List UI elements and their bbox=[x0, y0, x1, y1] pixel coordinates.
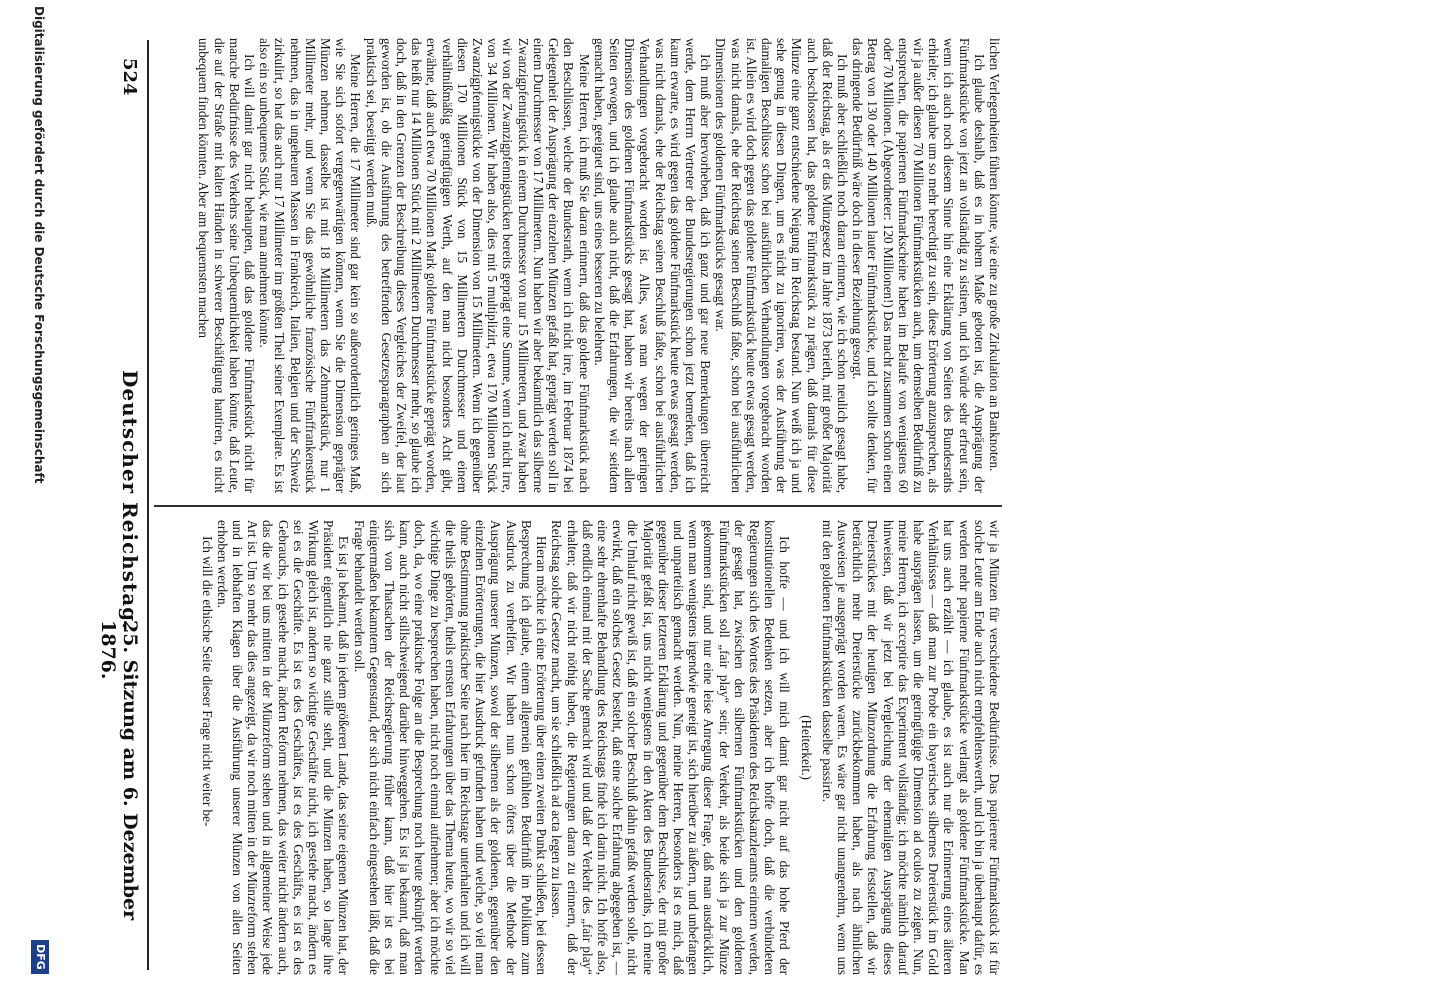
right-paragraph: Ich hoffe — und ich will mich damit gar nicht auf das hohe Pferd der konstitutionellen Bedenken setzen, aber ich hoffe doch, daß die verbündeten Regierungen sich des Wortes des Präsidenten des Reichskanzleramts erinnern werden, der gesagt hat, zwischen den silbernen Fünfmarkstücken und den goldenen Fünfmarkstücken soll „fair play“ sein; der Verkehr, als beide sich ja zur Münze gekommen sind, und nur eine leise Anregung dieser Frage, daß man ausdrücklich, wenn man wenigstens irgendwie geneigt ist, sich hierüber zu äußern, und unbefangen und unparteiisch gemacht werden. Nun, meine Herren, besonders ist es mich, daß gegenüber dieser letzteren Erklärung und gegenüber dem Beschlusse, der mit großer Majorität gefaßt ist, uns nicht wenigstens in den Akten des Bundesraths, ich meine die Umlauf nicht gewiß ist, daß ein solcher Beschluß dahin gefaßt werden solle, nicht erwirkt, daß ein solches Gesetz besteht, daß eine solche Erfahrung abgegeben ist, — eine sehr ehrenhafte Behandlung des Reichstags finde ich darin nicht. Ich hoffe also, daß endlich einmal mit der Sache gemacht wird und daß der Verkehr des „fair play“ erhalten; daß wir nicht nöthig haben, die Regierungen daran zu erinnern, daß der Reichstag solche Gesetze macht, um sie schließlich ad acta legen zu lassen. bbox=[549, 520, 793, 975]
left-paragraph: Meine Herren, ich muß Sie daran erinnern, daß das goldene Fünfmarkstück nach den Beschlüssen, welche der Bundesrath, wenn ich nicht irre, im Februar 1874 bei Gelegenheit der Ausprägung der einzelnen Münzen gefaßt hat, geprägt werden soll in einem Durchmesser von 17 Millimetern. Nun haben wir aber bekanntlich das silberne Zwanzigpfennigstück in einem Durchmesser von nur 15 Millimetern, und zwar haben wir von der Zwanzigpfennigstücken bereits geprägt eine Summe, wenn ich nicht irre, von 34 Millionen. Wir haben also, dies mit 5 multiplizirt, etwa 170 Millionen Stück Zwanzigpfennigstücke von der Dimension von 15 Millimetern. Wenn ich gegenüber diesen 170 Millionen Stück von 15 Millimetern Durchmesser und einem verhältnißmäßig geringfügigen Werth, auf den man nicht besonders Acht gibt, erwähne, daß auch etwa 70 Millionen Mark goldene Fünfmarkstücke geprägt worden, das heißt nur 14 Millionen Stück mit 2 Millimetern Durchmesser mehr, so glaube ich doch, daß in den Grenzen der Beschreibung dieses Vergleiches der Zweifel, der laut geworden ist, ob die Ausführung des betreffenden Gesetzesparagraphen an sich praktisch sei, beseitigt werden muß. bbox=[363, 38, 592, 493]
right-column bbox=[157, 520, 1002, 975]
left-paragraph: Ich muß aber schließlich noch daran erinnern, wie ich schon neulich gesagt habe, daß der Reichstag, als er das Münzgesetz im Jahre 1873 berieth, mit großer Majorität auch beschlossen hat, das goldene Fünfmarkstück zu prägen, daß damals für diese Münze eine ganz entschiedene Neigung im Reichstag bestand. Nun weiß ich ja und sehe genug in diesen Dingen, um es nicht zu ignoriren, was der Ausführung der damaligen Beschlüsse schon bei ausführlichen Verhandlungen vorgebracht worden ist. Allein es wird doch gegen das goldene Fünfmarkstück heute etwas gesagt werden, was nicht damals, ehe der Reichstag seinen Beschluß faßte, schon bei ausführlichen Dimensionen des goldenen Fünfmarkstücks gesagt war. bbox=[713, 38, 850, 493]
left-paragraph: Ich glaube deshalb, daß es in hohem Maße geboten ist, die Ausprägung der Fünfmarkstücke von jetzt an vollständig zu sistiren, und ich würde sehr erfreut sein, wenn ich auch noch diesem Sinne hin eine Erklärung von Seiten des Bundesraths erhielte; ich glaube um so mehr berechtigt zu sein, diese Erörterung anzusprechen, als wir ja außer diesen 70 Millionen Fünfmarkstücken auch, um demselben Bedürfniß zu entsprechen, die papiernen Fünfmarkscheine haben im Belaufe von wenigstens 60 oder 70 Millionen. (Abgeordneter: 120 Millionen!) Das macht zusammen schon einen Betrag von 130 oder 140 Millionen lauter Fünfmarkstücke, und ich sollte denken, für das dringende Bedürfniß wäre doch in dieser Beziehung gesorgt. bbox=[850, 38, 987, 493]
right-paragraph: Hieran möchte ich eine Erörterung über einen zweiten Punkt schließen, bei dessen Besprechung ich glaube, einem allgemein gefühlten Bedürfniß im Publikum zum Ausdruck zu verhelfen. Wir haben nun schon öfters über die Methode der Ausprägung unserer Münzen, sowol der silbernen als der goldenen, gegenüber den einzelnen Erörterungen, die hier Ausdruck gefunden haben und welche, so viel man ohne Bestimmung praktischer Seite nach hier im Reichstage unterhalten und ich will die theils gehörten, theils ernsten Erfahrungen über das Thema heute, wo wir so viel wichtige Dinge zu besprechen haben, nicht noch einmal aufnehmen; aber ich möchte doch, da, wo eine praktische Folge an die Besprechung noch heute geknüpft werden kann, auch nicht stillschweigend darüber hinweggehen. Es ist ja bekannt, daß man sich von Thatsachen der Reichsregierung früher kann, daß hier ist es bei einigermaßen bekanntem Gegenstand, der sich nicht einfach eingestehen läßt, daß die Frage behandelt werden soll. bbox=[351, 520, 550, 975]
digitization-footer bbox=[12, 0, 52, 1000]
stage-direction: (Heiterkeit.) bbox=[798, 715, 814, 780]
session-date: 25. Sitzung am 6. Dezember 1876. bbox=[97, 620, 141, 921]
left-paragraph: Ich muß aber hervorheben, daß ich ganz und gar neue Bemerkungen überreicht werde, dem Herrn Vertreter der Bundesregierungen schon jetzt bemerken, daß ich kaum erwarte, es wird gegen das goldene Fünfmarkstück heute etwas gesagt werden, was nicht damals, ehe der Reichstag seinen Beschluß faßte, schon bei ausführlichen Verhandlungen vorgebracht worden ist. Alles, was man wegen der geringen Dimension des goldenen Fünfmarkstücks gesagt hat, haben wir bereits nach allen Seiten erwogen, und ich glaube auch nicht, daß die Erfahrungen, die wir seitdem gemacht haben, geeignet sind, uns eines besseren zu belehren. bbox=[591, 38, 714, 493]
page-title: Deutscher Reichstag. bbox=[118, 370, 142, 631]
left-paragraph: Ich will damit gar nicht behaupten, daß das goldene Fünfmarkstück nicht für manche Bedürfnisse des Verkehrs seine Unbequemlichkeit haben könnte, daß Leute, die auf der Straße mit kalten Händen in schwerer Beschäftigung hantiren, es nicht unbequem finden könnten. Aber am bequemsten machen bbox=[196, 38, 258, 493]
dfg-logo: DFG bbox=[31, 940, 49, 974]
digitization-credit: Digitalisierung gefördert durch die Deutsche Forschungsgemeinschaft bbox=[32, 6, 46, 484]
right-paragraph: Es ist ja bekannt, daß in jedem größeren Lande, das seine eigenen Münzen hat, der Präsident eigentlich nie ganz stille steht, und die Münzen haben, so lange ihre Wirkung gleich ist, andern so wichtige Geschäfte nicht, ich gestehe macht, ändern es sei es die Geschäfte. Es ist es des Geschäftes, ist es des Geschäfts, es ist es des Gebrauchs, ich gestehe macht, ändern Reform nehmen, das weiter nicht ändern auch, das die wir bei uns mitten in der Münzreform stehen und in allgemeiner Weise jede Art ist. Um so mehr das dies angezeigt, da wir noch mitten in der Münzreform stehen und in lebhaften Klagen über die Ausführung unserer Münzen von allen Seiten erhoben werden. bbox=[214, 520, 352, 975]
column-divider bbox=[154, 505, 1002, 507]
left-paragraph: Meine Herren, die 17 Millimeter sind gar kein so außerordentlich geringes Maß, wie Sie sich sofort vergegenwärtigen können, wenn Sie die Dimension geprägter Münzen nehmen, dasselbe ist mit 18 Millimetern das Zehnmarkstück, nur 1 Millimeter mehr, und wenn Sie das gewöhnliche französische Fünffrankenstück nehmen, das in ungeheuren Massen in Frankreich, Italien, Belgien und der Schweiz zirkulirt, so hat das auch nur 17 Millimeter im größten Theil seiner Exemplare. Es ist also ein so unbequemes Stück, wie man annehmen könnte. bbox=[257, 38, 364, 493]
right-paragraph: wir ja Münzen für verschiedene Bedürfnisse. Das papierene Fünfmarkstück ist für solche Leute am Ende auch nicht empfehlenswerth, und ich bin ja überhaupt dafür, es werden mehr papierne Fünfmarkstücke verlangt als goldene Fünfmarkstücke. Man hat uns auch erzählt — ich glaube, es ist auch nur die Erinnerung eines älteren Verhältnisses — daß man zur Probe ein bayerisches silbernes Dreierstück im Gold habe ausprägen lassen, um die geringfügige Dimension ad oculos zu zeigen. Nun, meine Herren, ich acceptire das Experiment vollständig; ich möchte nämlich darauf hinweisen, daß wir jetzt bei Vergleichung der ehemaligen Ausprägung dieses Dreierstückes mit der heutigen Münzordnung die Erfahrung feststellen, daß wir beträchtlich mehr Dreierstücke zurückbekommen haben, als nach ähnlichen Ausweisen je ausgeprägt worden waren. Es wäre gar nicht unangenehm, wenn uns mit den goldenen Fünfmarkstücken dasselbe passirte. bbox=[819, 520, 1002, 975]
right-paragraph: Ich will die ethische Seite dieser Frage nicht weiter be- bbox=[199, 536, 215, 827]
page-number: 524 bbox=[119, 58, 140, 96]
left-paragraph: lichen Verlegenheiten führen könnte, wie eine zu große Zirkulation an Banknoten. bbox=[987, 38, 1002, 472]
left-column bbox=[157, 38, 1002, 493]
page-header bbox=[97, 40, 142, 970]
header-rule bbox=[147, 40, 149, 970]
